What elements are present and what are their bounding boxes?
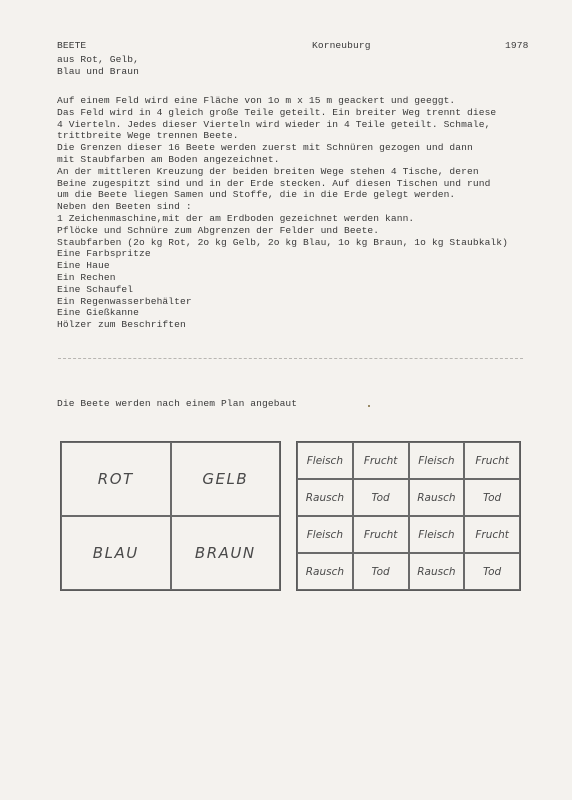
colour-cell: BLAU	[61, 516, 171, 590]
material-cell: Frucht	[464, 442, 520, 479]
colour-cell: ROT	[61, 442, 171, 516]
body-line: Die Grenzen dieser 16 Beete werden zuerst mit Schnüren gezogen und dann	[57, 142, 473, 154]
material-cell: Frucht	[464, 516, 520, 553]
material-cell: Fleisch	[409, 516, 465, 553]
material-cell: Rausch	[297, 553, 353, 590]
material-plan-grid	[296, 441, 521, 591]
material-cell: Rausch	[409, 553, 465, 590]
body-line: Eine Schaufel	[57, 283, 134, 295]
body-line: Ein Rechen	[57, 271, 116, 283]
body-line: Auf einem Feld wird eine Fläche von 1o m x 15 m geackert und geeggt.	[57, 95, 456, 106]
body-line: An der mittleren Kreuzung der beiden breiten Wege stehen 4 Tische, deren	[57, 165, 479, 177]
material-cell: Fleisch	[409, 442, 465, 479]
material-cell: Fleisch	[297, 516, 353, 553]
colour-cell: BRAUN	[171, 516, 281, 590]
colour-cell: GELB	[171, 442, 281, 516]
document-place: Korneuburg	[312, 40, 371, 51]
body-line: Hölzer zum Beschriften	[57, 319, 186, 331]
plan-caption: Die Beete werden nach einem Plan angebaut	[57, 398, 298, 409]
material-cell: Fleisch	[297, 442, 353, 479]
body-line: Eine Haue	[57, 260, 110, 272]
ink-speck	[368, 405, 370, 407]
material-cell: Frucht	[353, 442, 409, 479]
material-cell: Frucht	[353, 516, 409, 553]
material-cell: Tod	[464, 479, 520, 516]
body-line: 1 Zeichenmaschine,mit der am Erdboden gezeichnet werden kann.	[57, 212, 415, 224]
material-cell: Rausch	[409, 479, 465, 516]
material-cell: Tod	[353, 553, 409, 590]
body-line: mit Staubfarben am Boden angezeichnet.	[57, 153, 280, 165]
body-line: Pflöcke und Schnüre zum Abgrenzen der Felder und Beete.	[57, 224, 380, 236]
colour-plan-grid	[60, 441, 281, 591]
body-line: Eine Farbspritze	[57, 248, 151, 260]
body-line: trittbreite Wege trennen Beete.	[57, 130, 239, 142]
document-subtitle: aus Rot, Gelb, Blau und Braun	[57, 54, 140, 77]
body-line: Staubfarben (2o kg Rot, 2o kg Gelb, 2o kg Blau, 1o kg Braun, 1o kg Staubkalk)	[57, 236, 509, 248]
body-line: 4 Vierteln. Jedes dieser Vierteln wird wieder in 4 Teile geteilt. Schmale,	[57, 118, 491, 130]
divider	[58, 358, 523, 359]
body-line: um die Beete liegen Samen und Stoffe, die in die Erde gelegt werden.	[57, 189, 456, 201]
document-year: 1978	[505, 40, 529, 51]
material-cell: Rausch	[297, 479, 353, 516]
body-line: Neben den Beeten sind :	[57, 201, 192, 213]
document-title: BEETE	[57, 40, 87, 51]
body-line: Das Feld wird in 4 gleich große Teile geteilt. Ein breiter Weg trennt diese	[57, 106, 497, 118]
body-text	[57, 95, 508, 331]
body-line: Eine Gießkanne	[57, 307, 140, 319]
material-cell: Tod	[464, 553, 520, 590]
material-cell: Tod	[353, 479, 409, 516]
body-line: Ein Regenwasserbehälter	[57, 295, 192, 307]
body-line: Beine zugespitzt sind und in der Erde stecken. Auf diesen Tischen und rund	[57, 177, 491, 189]
